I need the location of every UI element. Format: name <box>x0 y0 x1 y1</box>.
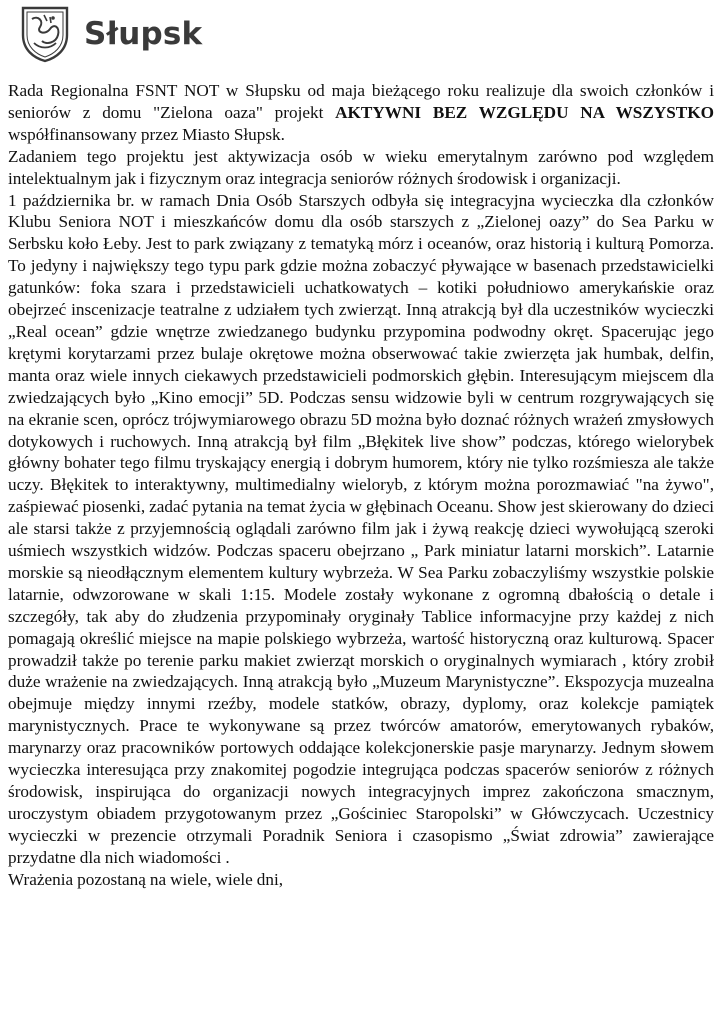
paragraph-intro <box>8 80 714 146</box>
project-name: AKTYWNI BEZ WZGLĘDU NA WSZYSTKO <box>335 102 714 122</box>
slupsk-coat-of-arms-icon <box>20 5 70 63</box>
article-body <box>8 80 714 891</box>
paragraph-closing: Wrażenia pozostaną na wiele, wiele dni, <box>8 869 284 889</box>
paragraph-goal: Zadaniem tego projektu jest aktywizacja osób w wieku emerytalnym zarówno pod względem intelektualnym jak i fizycznym oraz integracja seniorów różnych środowisk i organizacji. <box>8 146 714 188</box>
header-logo <box>20 4 202 64</box>
intro-text-end: współfinansowany przez Miasto Słupsk. <box>8 124 285 144</box>
intro-text: Rada Regionalna FSNT NOT w Słupsku od maja bieżącego roku realizuje dla swoich członków i seniorów z domu "Zielona oaza" projekt <box>8 81 714 122</box>
city-name: Słupsk <box>84 16 203 52</box>
paragraph-trip: 1 października br. w ramach Dnia Osób Starszych odbyła się integracyjna wycieczka dla członków Klubu Seniora NOT i mieszkańców domu dla osób starszych z „Zielonej oazy” do Sea Parku w Serbsku koło Łeby. Jest to park związany z tematyką mórz i oceanów, oraz historią i kulturą Pomorza. To jedyny i największy tego typu park gdzie można zobaczyć pływające w basenach przedstawicielki gatunków: foka szara i przedstawicieli uchatkowatych – kotiki południowo amerykańskie oraz obejrzeć inscenizacje teatralne z udziałem tych zwierząt. Inną atrakcją był dla uczestników wycieczki „Real ocean” gdzie wnętrze zwiedzanego budynku przypomina podwodny okręt. Spacerując jego krętymi korytarzami przez bulaje okrętowe można obserwować takie zwierzęta jak humbak, delfin, manta oraz wiele innych ciekawych przedstawicieli podmorskich głębin. Interesującym miejscem dla zwiedzających było „Kino emocji” 5D. Podczas sensu widzowie byli w centrum rozgrywających się na ekranie scen, oprócz trójwymiarowego obrazu 5D można było doznać różnych wrażeń zmysłowych dotykowych i ruchowych. Inną atrakcją był film „Błękitek live show” podczas, którego wielorybek główny bohater tego filmu tryskający energią i dobrym humorem, który nie tylko rozśmiesza ale także uczy. Błękitek to interaktywny, multimedialny wieloryb, z którym można porozmawiać "na żywo", zaśpiewać piosenki, zadać pytania na temat życia w głębinach Oceanu. Show jest skierowany do dzieci ale starsi także z przyjemnością oglądali zarówno film jak i żywą reakcję dzieci wywołującą szeroki uśmiech wszystkich widzów. Podczas spaceru obejrzano „ Park miniatur latarni morskich”. Latarnie morskie są nieodłącznym elementem kultury wybrzeża. W Sea Parku zobaczyliśmy wszystkie polskie latarnie, odwzorowane w skali 1:15. Modele zostały wykonane z ogromną dbałością o detale i szczegóły, tak aby do złudzenia przypominały oryginały Tablice informacyjne przy każdej z nich pomagają określić miejsce na mapie polskiego wybrzeża, wartość historyczną oraz kulturową. Spacer prowadził także po terenie parku makiet zwierząt morskich o oryginalnych wymiarach , który zrobił duże wrażenie na zwiedzających. Inną atrakcją było „Muzeum Marynistyczne”. Ekspozycja muzealna obejmuje między innymi rzeźby, modele statków, obrazy, dyplomy, oraz kolekcje pamiątek marynistycznych. Prace te wykonywane są przez twórców amatorów, emerytowanych rybaków, marynarzy oraz pracowników portowych oddające kolekcjonerskie pasje marynarzy. Jednym słowem wycieczka interesująca przy znakomitej pogodzie integrująca podczas spacerów seniorów z różnych środowisk, inspirująca do organizacji nowych integracyjnych imprez zakończona smacznym, uroczystym obiadem przygotowanym przez „Gościniec Staropolski” w Główczycach. Uczestnicy wycieczki w prezencie otrzymali Poradnik Seniora i czasopismo „Świat zdrowia” zawierające przydatne dla nich wiadomości . <box>8 190 714 867</box>
